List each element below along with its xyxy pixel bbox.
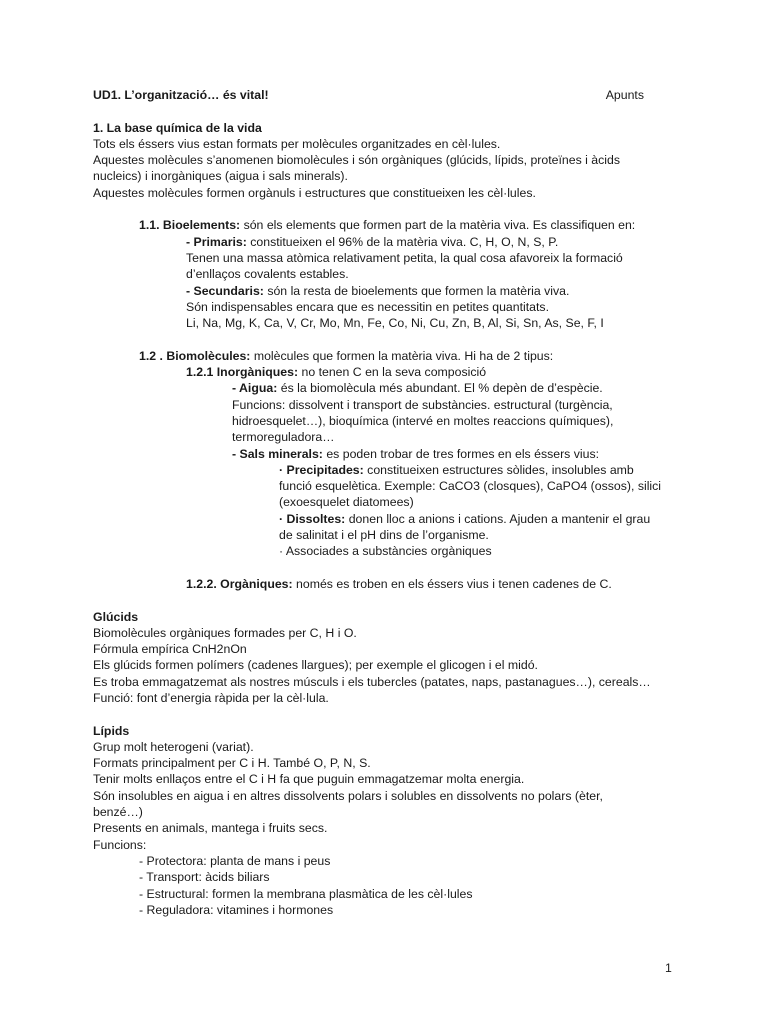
inorganiques-heading: 1.2.1 Inorgàniques: no tenen C en la seva composició	[186, 365, 487, 380]
lipids-funcio-item: - Transport: àcids biliars	[139, 870, 270, 885]
document-title: UD1. L’organització… és vital!	[93, 88, 269, 102]
section-1-title: 1. La base química de la vida	[93, 120, 262, 135]
section-1-line: nucleics) i inorgàniques (aigua i sals minerals).	[93, 169, 348, 184]
document-header	[93, 87, 644, 103]
page-number: 1	[665, 961, 672, 975]
document-label-apunts: Apunts	[605, 88, 644, 102]
glucids-line: Els glúcids formen polímers (cadenes llargues); per exemple el glicogen i el midó.	[93, 658, 538, 673]
lipids-line: Grup molt heterogeni (variat).	[93, 739, 254, 754]
secundaris-line: Són indispensables encara que es necessitin en petites quantitats.	[186, 299, 549, 314]
primaris-line: Tenen una massa atòmica relativament petita, la qual cosa afavoreix la formació	[186, 250, 623, 265]
lipids-line: Presents en animals, mantega i fruits secs.	[93, 821, 328, 836]
primaris-item: - Primaris: constitueixen el 96% de la matèria viva. C, H, O, N, S, P.	[186, 234, 559, 249]
precipitades-item: · Precipitades: constitueixen estructures sòlides, insolubles amb	[279, 462, 634, 477]
lipids-funcio-item: - Protectora: planta de mans i peus	[139, 853, 331, 868]
lipids-funcio-item: - Reguladora: vitamines i hormones	[139, 902, 334, 917]
precipitades-line: (exoesquelet diatomees)	[279, 495, 414, 510]
biomolecules-heading: 1.2 . Biomolècules: molècules que formen la matèria viva. Hi ha de 2 tipus:	[139, 348, 554, 363]
precipitades-line: funció esquelètica. Exemple: CaCO3 (closques), CaPO4 (ossos), silici	[279, 479, 662, 494]
aigua-line: termoreguladora…	[232, 430, 335, 445]
associades-item: · Associades a substàncies orgàniques	[279, 544, 492, 559]
bioelements-heading: 1.1. Bioelements: són els elements que formen part de la matèria viva. Es classifiquen en:	[139, 218, 636, 233]
dissoltes-item: · Dissoltes: donen lloc a anions i cations. Ajuden a mantenir el grau	[279, 511, 651, 526]
secundaris-item: - Secundaris: són la resta de bioelements que formen la matèria viva.	[186, 283, 570, 298]
secundaris-line: Li, Na, Mg, K, Ca, V, Cr, Mo, Mn, Fe, Co, Ni, Cu, Zn, B, Al, Si, Sn, As, Se, F, I	[186, 316, 604, 331]
glucids-title: Glúcids	[93, 609, 139, 624]
glucids-line: Funció: font d’energia ràpida per la cèl·lula.	[93, 690, 329, 705]
lipids-line: benzé…)	[93, 805, 143, 820]
lipids-funcio-item: - Estructural: formen la membrana plasmàtica de les cèl·lules	[139, 886, 473, 901]
glucids-line: Es troba emmagatzemat als nostres músculs i els tubercles (patates, naps, pastanagues…), cereals…	[93, 674, 651, 689]
dissoltes-line: de salinitat i el pH dins de l’organisme.	[279, 528, 489, 543]
organiques-heading: 1.2.2. Orgàniques: només es troben en els éssers vius i tenen cadenes de C.	[186, 576, 612, 591]
aigua-line: hidroesquelet…), bioquímica (intervé en moltes reaccions químiques),	[232, 413, 614, 428]
section-1-line: Aquestes molècules formen orgànuls i estructures que constitueixen les cèl·lules.	[93, 185, 536, 200]
section-1-line: Aquestes molècules s’anomenen biomolècules i són orgàniques (glúcids, lípids, proteïnes i àcids	[93, 153, 621, 168]
glucids-line: Biomolècules orgàniques formades per C, H i O.	[93, 625, 357, 640]
lipids-line: Formats principalment per C i H. També O, P, N, S.	[93, 756, 371, 771]
sals-minerals-item: - Sals minerals: es poden trobar de tres formes en els éssers vius:	[232, 446, 600, 461]
aigua-item: - Aigua: és la biomolècula més abundant. El % depèn de d’espècie.	[232, 381, 603, 396]
document-page	[93, 87, 673, 918]
lipids-title: Lípids	[93, 723, 130, 738]
primaris-line: d’enllaços covalents estables.	[186, 267, 349, 282]
section-1-line: Tots els éssers vius estan formats per molècules organitzades en cèl·lules.	[93, 136, 501, 151]
lipids-line: Funcions:	[93, 837, 147, 852]
lipids-line: Són insolubles en aigua i en altres dissolvents polars i solubles en dissolvents no polars (èter,	[93, 788, 603, 803]
aigua-line: Funcions: dissolvent i transport de substàncies. estructural (turgència,	[232, 397, 613, 412]
lipids-line: Tenir molts enllaços entre el C i H fa que puguin emmagatzemar molta energia.	[93, 772, 525, 787]
glucids-line: Fórmula empírica CnH2nOn	[93, 642, 247, 657]
